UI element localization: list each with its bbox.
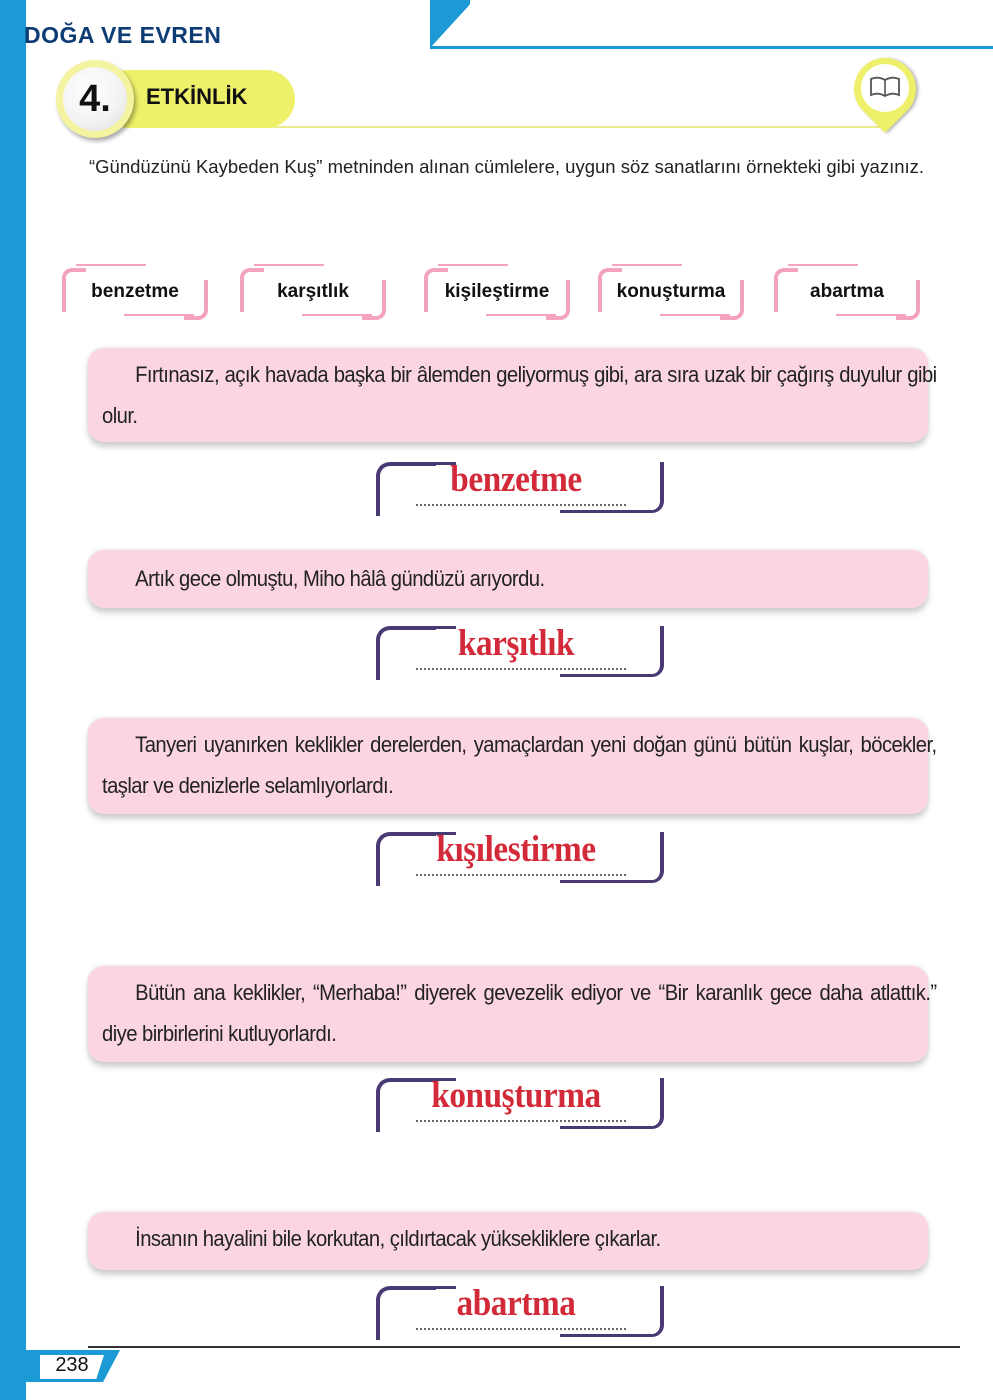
sentence-text: İnsanın hayalini bile korkutan, çıldırtacak yüksekliklere çıkarlar. <box>135 1226 661 1251</box>
option-chip <box>424 262 570 320</box>
unit-title: DOĞA VE EVREN <box>24 22 222 48</box>
answer-field <box>376 1075 664 1130</box>
option-label: benzetme <box>91 281 179 302</box>
activity-number: 4. <box>79 78 111 120</box>
option-label: abartma <box>810 281 884 302</box>
sentence-text: Tanyeri uyanırken keklikler derelerden, yamaçlardan yeni doğan günü bütün kuşlar, böcekler, taşlar ve denizlerle selamlıyorlardı. <box>102 732 937 798</box>
sentence-box <box>88 348 937 442</box>
instruction-text: “Gündüzünü Kaybeden Kuş” metninden alınan cümlelere, uygun söz sanatlarını örnekteki gibi yazınız. <box>89 156 925 177</box>
activity-title: ETKİNLİK <box>146 84 248 109</box>
option-label: kişileştirme <box>444 281 550 302</box>
footer-rule <box>88 1346 960 1348</box>
answer-field <box>376 623 664 678</box>
sentence-text: Artık gece olmuştu, Miho hâlâ gündüzü arıyordu. <box>135 566 545 591</box>
option-label: konuşturma <box>616 281 726 302</box>
answer-text: abartma <box>456 1283 576 1324</box>
left-color-bar <box>0 0 26 1400</box>
page-number: 238 <box>55 1354 89 1376</box>
sentence-text: Fırtınasız, açık havada başka bir âlemden geliyormuş gibi, ara sıra uzak bir çağırış duyulur gibi olur. <box>102 362 937 428</box>
sentence-box <box>88 550 928 608</box>
answer-field <box>376 1283 664 1338</box>
sentence-box <box>88 1212 928 1270</box>
sentence-box <box>88 718 937 814</box>
header-rule <box>430 46 993 49</box>
answer-text: konuşturma <box>431 1075 601 1116</box>
answer-text: kışılestirme <box>436 829 596 870</box>
sentence-text: Bütün ana keklikler, “Merhaba!” diyerek gevezelik ediyor ve “Bir karanlık gece daha atlattık.” diye birbirlerini kutluyorlardı. <box>102 980 937 1046</box>
option-chip <box>240 262 386 320</box>
answer-text: karşıtlık <box>457 623 575 664</box>
answer-text: benzetme <box>450 459 582 500</box>
option-chip <box>62 262 208 320</box>
sentence-box <box>88 966 937 1062</box>
option-chip <box>774 262 920 320</box>
option-label: karşıtlık <box>277 281 349 302</box>
book-icon <box>869 76 901 98</box>
answer-field <box>376 829 664 884</box>
answer-field <box>376 459 664 514</box>
option-chip <box>598 262 744 320</box>
